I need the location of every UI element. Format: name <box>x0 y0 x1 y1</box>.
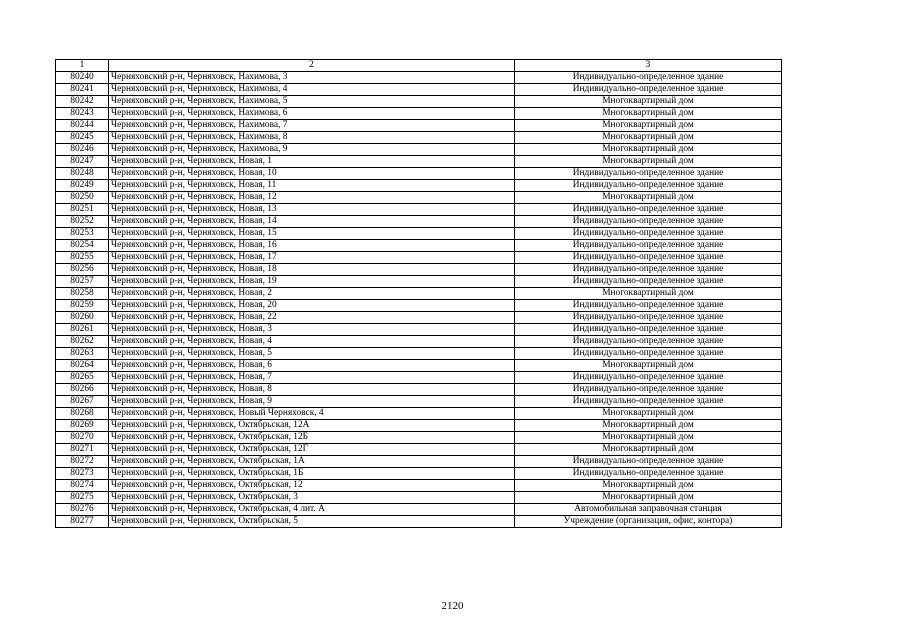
row-number-cell: 80258 <box>56 288 109 300</box>
address-cell: Черняховский р-н, Черняховск, Новая, 17 <box>109 252 515 264</box>
row-number-cell: 80263 <box>56 348 109 360</box>
address-cell: Черняховский р-н, Черняховск, Нахимова, 9 <box>109 144 515 156</box>
table-row <box>56 504 782 516</box>
address-cell: Черняховский р-н, Черняховск, Новая, 4 <box>109 336 515 348</box>
table-row <box>56 396 782 408</box>
building-type-cell: Индивидуально-определенное здание <box>515 276 782 288</box>
table-row <box>56 216 782 228</box>
column-header-type: 3 <box>515 60 782 72</box>
row-number-cell: 80264 <box>56 360 109 372</box>
table-row <box>56 108 782 120</box>
table-row <box>56 336 782 348</box>
building-type-cell: Автомобильная заправочная станция <box>515 504 782 516</box>
address-cell: Черняховский р-н, Черняховск, Нахимова, 8 <box>109 132 515 144</box>
building-type-cell: Индивидуально-определенное здание <box>515 204 782 216</box>
address-cell: Черняховский р-н, Черняховск, Новая, 5 <box>109 348 515 360</box>
table-row <box>56 156 782 168</box>
row-number-cell: 80268 <box>56 408 109 420</box>
address-cell: Черняховский р-н, Черняховск, Нахимова, 6 <box>109 108 515 120</box>
building-type-cell: Индивидуально-определенное здание <box>515 300 782 312</box>
row-number-cell: 80252 <box>56 216 109 228</box>
row-number-cell: 80262 <box>56 336 109 348</box>
row-number-cell: 80274 <box>56 480 109 492</box>
table-row <box>56 324 782 336</box>
table-row <box>56 420 782 432</box>
building-type-cell: Индивидуально-определенное здание <box>515 252 782 264</box>
address-cell: Черняховский р-н, Черняховск, Новая, 9 <box>109 396 515 408</box>
table-row <box>56 84 782 96</box>
building-type-cell: Индивидуально-определенное здание <box>515 324 782 336</box>
building-type-cell: Учреждение (организация, офис, контора) <box>515 516 782 528</box>
table-row <box>56 144 782 156</box>
address-cell: Черняховский р-н, Черняховск, Октябрьская, 12 <box>109 480 515 492</box>
building-type-cell: Многоквартирный дом <box>515 144 782 156</box>
row-number-cell: 80260 <box>56 312 109 324</box>
building-type-cell: Индивидуально-определенное здание <box>515 168 782 180</box>
table-row <box>56 120 782 132</box>
address-cell: Черняховский р-н, Черняховск, Октябрьская, 12Б <box>109 432 515 444</box>
row-number-cell: 80243 <box>56 108 109 120</box>
address-cell: Черняховский р-н, Черняховск, Октябрьская, 3 <box>109 492 515 504</box>
row-number-cell: 80244 <box>56 120 109 132</box>
address-cell: Черняховский р-н, Черняховск, Новая, 19 <box>109 276 515 288</box>
building-type-cell: Индивидуально-определенное здание <box>515 372 782 384</box>
address-cell: Черняховский р-н, Черняховск, Новая, 3 <box>109 324 515 336</box>
table-row <box>56 432 782 444</box>
registry-table-body <box>56 60 782 528</box>
table-row <box>56 516 782 528</box>
row-number-cell: 80242 <box>56 96 109 108</box>
table-row <box>56 456 782 468</box>
address-cell: Черняховский р-н, Черняховск, Октябрьская, 12Г <box>109 444 515 456</box>
building-type-cell: Индивидуально-определенное здание <box>515 216 782 228</box>
building-type-cell: Многоквартирный дом <box>515 420 782 432</box>
address-cell: Черняховский р-н, Черняховск, Октябрьская, 5 <box>109 516 515 528</box>
building-type-cell: Многоквартирный дом <box>515 120 782 132</box>
row-number-cell: 80257 <box>56 276 109 288</box>
address-cell: Черняховский р-н, Черняховск, Нахимова, 4 <box>109 84 515 96</box>
row-number-cell: 80261 <box>56 324 109 336</box>
row-number-cell: 80256 <box>56 264 109 276</box>
building-type-cell: Многоквартирный дом <box>515 444 782 456</box>
column-header-address: 2 <box>109 60 515 72</box>
building-type-cell: Многоквартирный дом <box>515 108 782 120</box>
building-type-cell: Индивидуально-определенное здание <box>515 228 782 240</box>
address-cell: Черняховский р-н, Черняховск, Новая, 20 <box>109 300 515 312</box>
row-number-cell: 80277 <box>56 516 109 528</box>
building-type-cell: Индивидуально-определенное здание <box>515 180 782 192</box>
table-row <box>56 348 782 360</box>
building-type-cell: Индивидуально-определенное здание <box>515 336 782 348</box>
table-row <box>56 372 782 384</box>
table-row <box>56 96 782 108</box>
building-type-cell: Многоквартирный дом <box>515 360 782 372</box>
table-row <box>56 468 782 480</box>
building-type-cell: Многоквартирный дом <box>515 408 782 420</box>
table-row <box>56 204 782 216</box>
row-number-cell: 80275 <box>56 492 109 504</box>
table-row <box>56 192 782 204</box>
column-header-number: 1 <box>56 60 109 72</box>
address-cell: Черняховский р-н, Черняховск, Новая, 6 <box>109 360 515 372</box>
table-row <box>56 228 782 240</box>
address-cell: Черняховский р-н, Черняховск, Новая, 7 <box>109 372 515 384</box>
building-type-cell: Индивидуально-определенное здание <box>515 72 782 84</box>
address-cell: Черняховский р-н, Черняховск, Новая, 11 <box>109 180 515 192</box>
building-type-cell: Многоквартирный дом <box>515 192 782 204</box>
table-row <box>56 252 782 264</box>
table-row <box>56 264 782 276</box>
building-type-cell: Индивидуально-определенное здание <box>515 84 782 96</box>
registry-table <box>55 59 782 528</box>
address-cell: Черняховский р-н, Черняховск, Новая, 22 <box>109 312 515 324</box>
row-number-cell: 80259 <box>56 300 109 312</box>
table-row <box>56 180 782 192</box>
building-type-cell: Индивидуально-определенное здание <box>515 312 782 324</box>
row-number-cell: 80247 <box>56 156 109 168</box>
table-row <box>56 444 782 456</box>
building-type-cell: Многоквартирный дом <box>515 492 782 504</box>
row-number-cell: 80267 <box>56 396 109 408</box>
building-type-cell: Индивидуально-определенное здание <box>515 264 782 276</box>
row-number-cell: 80266 <box>56 384 109 396</box>
building-type-cell: Индивидуально-определенное здание <box>515 456 782 468</box>
row-number-cell: 80271 <box>56 444 109 456</box>
table-row <box>56 300 782 312</box>
address-cell: Черняховский р-н, Черняховск, Новая, 12 <box>109 192 515 204</box>
address-cell: Черняховский р-н, Черняховск, Нахимова, 7 <box>109 120 515 132</box>
building-type-cell: Многоквартирный дом <box>515 132 782 144</box>
address-cell: Черняховский р-н, Черняховск, Октябрьская, 4 лит. А <box>109 504 515 516</box>
row-number-cell: 80254 <box>56 240 109 252</box>
address-cell: Черняховский р-н, Черняховск, Новая, 16 <box>109 240 515 252</box>
address-cell: Черняховский р-н, Черняховск, Новая, 14 <box>109 216 515 228</box>
address-cell: Черняховский р-н, Черняховск, Октябрьская, 1А <box>109 456 515 468</box>
table-row <box>56 288 782 300</box>
address-cell: Черняховский р-н, Черняховск, Октябрьская, 1Б <box>109 468 515 480</box>
table-row <box>56 360 782 372</box>
table-row <box>56 384 782 396</box>
table-row <box>56 408 782 420</box>
address-cell: Черняховский р-н, Черняховск, Нахимова, 3 <box>109 72 515 84</box>
address-cell: Черняховский р-н, Черняховск, Октябрьская, 12А <box>109 420 515 432</box>
address-cell: Черняховский р-н, Черняховск, Новый Черняховск, 4 <box>109 408 515 420</box>
row-number-cell: 80245 <box>56 132 109 144</box>
row-number-cell: 80240 <box>56 72 109 84</box>
address-cell: Черняховский р-н, Черняховск, Новая, 15 <box>109 228 515 240</box>
address-cell: Черняховский р-н, Черняховск, Новая, 2 <box>109 288 515 300</box>
row-number-cell: 80241 <box>56 84 109 96</box>
row-number-cell: 80250 <box>56 192 109 204</box>
row-number-cell: 80269 <box>56 420 109 432</box>
row-number-cell: 80248 <box>56 168 109 180</box>
row-number-cell: 80272 <box>56 456 109 468</box>
row-number-cell: 80251 <box>56 204 109 216</box>
address-cell: Черняховский р-н, Черняховск, Новая, 1 <box>109 156 515 168</box>
row-number-cell: 80246 <box>56 144 109 156</box>
building-type-cell: Индивидуально-определенное здание <box>515 468 782 480</box>
table-row <box>56 480 782 492</box>
row-number-cell: 80273 <box>56 468 109 480</box>
row-number-cell: 80276 <box>56 504 109 516</box>
building-type-cell: Многоквартирный дом <box>515 432 782 444</box>
row-number-cell: 80253 <box>56 228 109 240</box>
building-type-cell: Индивидуально-определенное здание <box>515 240 782 252</box>
address-cell: Черняховский р-н, Черняховск, Новая, 18 <box>109 264 515 276</box>
address-cell: Черняховский р-н, Черняховск, Новая, 13 <box>109 204 515 216</box>
building-type-cell: Индивидуально-определенное здание <box>515 396 782 408</box>
row-number-cell: 80265 <box>56 372 109 384</box>
table-header-row <box>56 60 782 72</box>
row-number-cell: 80270 <box>56 432 109 444</box>
table-row <box>56 240 782 252</box>
table-row <box>56 168 782 180</box>
address-cell: Черняховский р-н, Черняховск, Новая, 8 <box>109 384 515 396</box>
address-cell: Черняховский р-н, Черняховск, Новая, 10 <box>109 168 515 180</box>
building-type-cell: Многоквартирный дом <box>515 288 782 300</box>
table-row <box>56 492 782 504</box>
building-type-cell: Многоквартирный дом <box>515 480 782 492</box>
table-row <box>56 132 782 144</box>
building-type-cell: Индивидуально-определенное здание <box>515 348 782 360</box>
table-row <box>56 276 782 288</box>
building-type-cell: Многоквартирный дом <box>515 156 782 168</box>
building-type-cell: Индивидуально-определенное здание <box>515 384 782 396</box>
row-number-cell: 80255 <box>56 252 109 264</box>
building-type-cell: Многоквартирный дом <box>515 96 782 108</box>
table-row <box>56 312 782 324</box>
table-row <box>56 72 782 84</box>
address-cell: Черняховский р-н, Черняховск, Нахимова, 5 <box>109 96 515 108</box>
page-number: 2120 <box>441 600 464 612</box>
row-number-cell: 80249 <box>56 180 109 192</box>
